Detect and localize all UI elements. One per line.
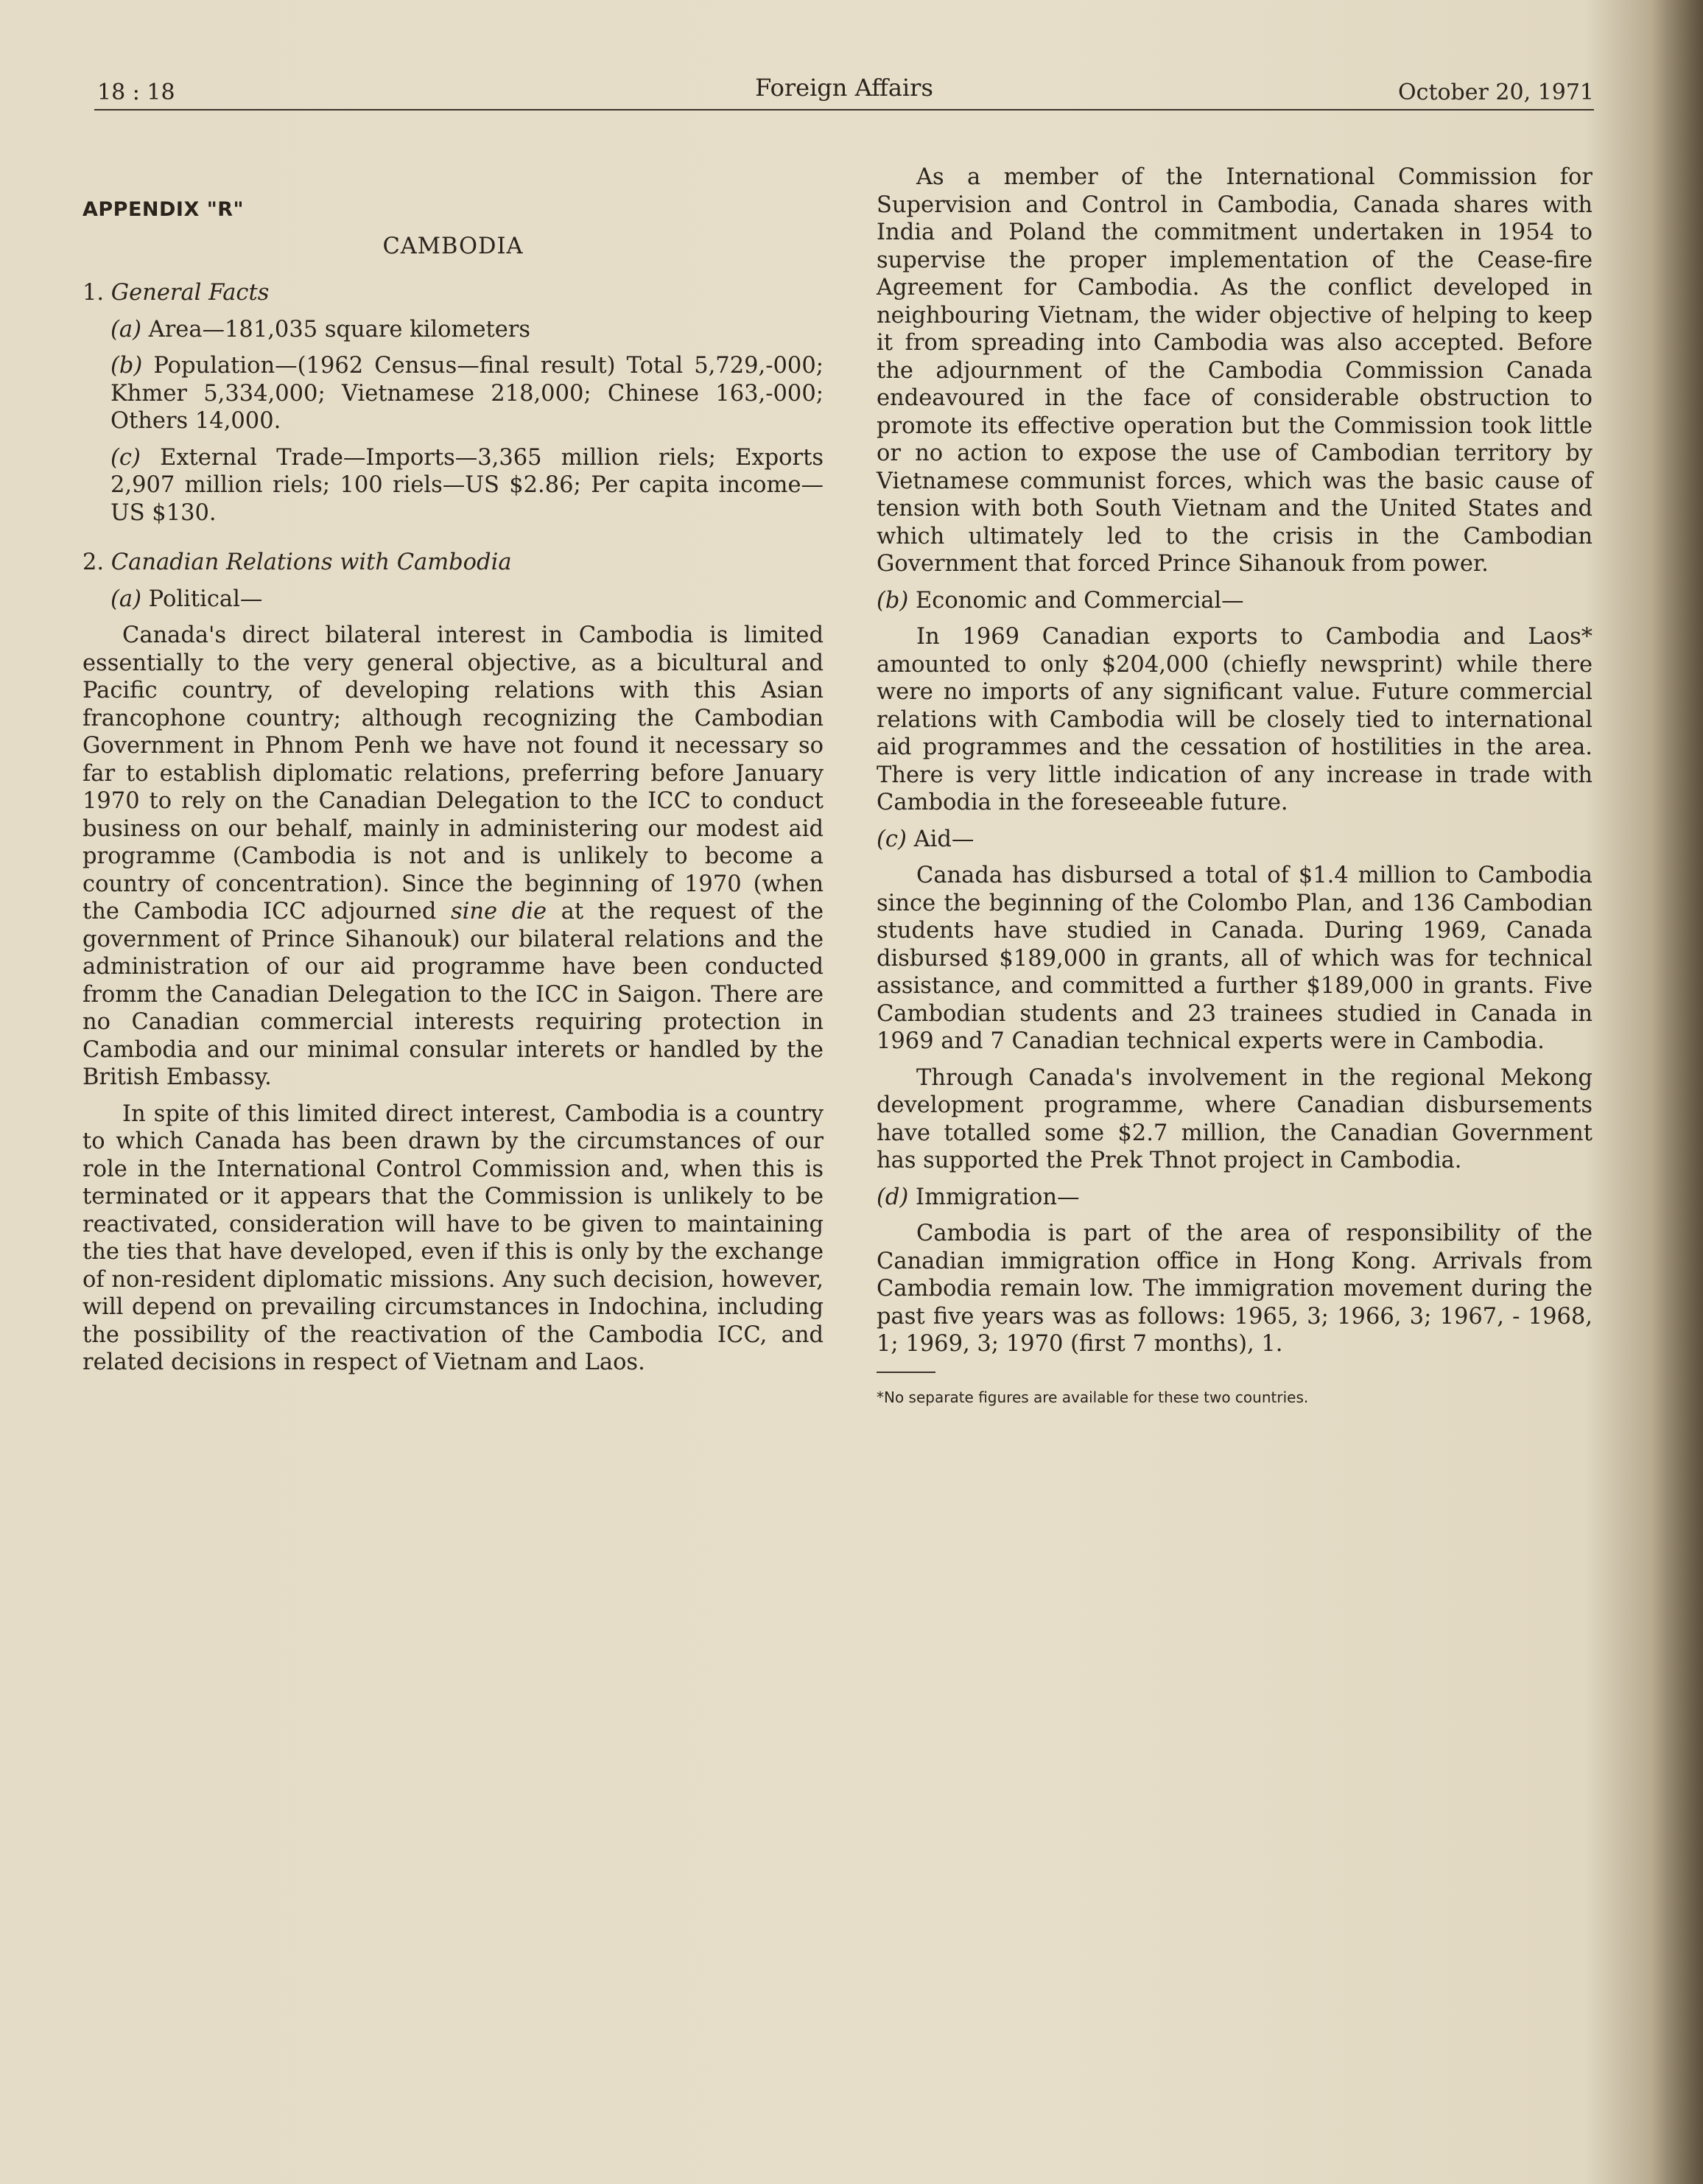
subheading-economic (877, 587, 1593, 615)
fact-population (82, 352, 824, 435)
section-title: CAMBODIA (382, 233, 524, 259)
item-text: External Trade—Imports—3,365 million riels; Exports 2,907 million riels; 100 riels—US $2.86; Per capita income—US $130. (110, 444, 824, 526)
running-header (94, 74, 1594, 108)
fact-area (82, 316, 824, 344)
page-number: 18 : 18 (97, 80, 175, 105)
heading-canadian-relations (82, 549, 824, 577)
paragraph-text: at the request of the government of Prince Sihanouk) our bilateral relations and the administration of our aid programme have been conducted fromm the Canadian Delegation to the ICC in Saigon. There are no Canadian commercial interests requiring protection in Cambodia and our minimal consular interets or handled by the British Embassy. (82, 899, 824, 1090)
item-marker: (c) (877, 826, 907, 852)
item-text: Immigration— (908, 1184, 1080, 1210)
footnote-rule (877, 1372, 935, 1373)
heading-number: 2. (82, 549, 111, 575)
left-column (82, 196, 824, 1386)
paragraph-economic: In 1969 Canadian exports to Cambodia and Laos* amounted to only $204,000 (chiefly newsprint) while there were no imports of any significant value. Future commercial relations with Cambodia will be closely tied to international aid programmes and the cessation of hostilities in the area. There is very little indication of any increase in trade with Cambodia in the foreseeable future. (877, 624, 1593, 815)
fact-trade (82, 444, 824, 527)
item-marker: (a) (110, 586, 141, 612)
latin-phrase: sine die (450, 899, 547, 924)
heading-text: General Facts (110, 280, 270, 306)
item-text: Economic and Commercial— (908, 587, 1244, 614)
item-text: Political— (141, 586, 263, 612)
item-text: Aid— (906, 826, 975, 852)
footnote: *No separate figures are available for these two countries. (877, 1388, 1309, 1406)
paragraph-aid-1: Canada has disbursed a total of $1.4 million to Cambodia since the beginning of the Colombo Plan, and 136 Cambodian students have studied in Canada. During 1969, Canada disbursed $189,000 in grants, all of which was for technical assistance, and committed a further $189,000 in grants. Five Cambodian students and 23 trainees studied in Canada in 1969 and 7 Canadian technical experts were in Cambodia. (877, 863, 1593, 1054)
paragraph-political-2: In spite of this limited direct interest, Cambodia is a country to which Canada has been drawn by the circumstances of our role in the International Control Commission and, when this is terminated or it appears that the Commission is unlikely to be reactivated, consideration will have to be given to maintaining the ties that have developed, even if this is only by the exchange of non-resident diplomatic missions. Any such decision, however, will depend on prevailing circumstances in Indochina, including the possibility of the reactivation of the Cambodia ICC, and related decisions in respect of Vietnam and Laos. (82, 1100, 824, 1375)
heading-number: 1. (82, 280, 111, 306)
paragraph-icc: As a member of the International Commission for Supervision and Control in Cambodia, Canada shares with India and Poland the commitment undertaken in 1954 to supervise the proper implementation of the Cease-fire Agreement for Cambodia. As the conflict developed in neighbouring Vietnam, the wider objective of helping to keep it from spreading into Cambodia was also accepted. Before the adjournment of the Cambodia Commission Canada endeavoured in the face of considerable obstruction to promote its effective operation but the Commission took little or no action to expose the use of Cambodian territory by Vietnamese communist forces, which was the basic cause of tension with both South Vietnam and the United States and which ultimately led to the crisis in the Cambodian Government that forced Prince Sihanouk from power. (877, 164, 1593, 577)
subheading-immigration (877, 1184, 1593, 1212)
header-date: October 20, 1971 (1398, 80, 1594, 105)
heading-text: Canadian Relations with Cambodia (110, 549, 512, 575)
paragraph-immigration: Cambodia is part of the area of responsibility of the Canadian immigration office in Hong Kong. Arrivals from Cambodia remain low. The immigration movement during the past five years was as follows: 1965, 3; 1966, 3; 1967, - 1968, 1; 1969, 3; 1970 (first 7 months), 1. (877, 1221, 1593, 1357)
heading-general-facts (82, 279, 824, 307)
item-marker: (c) (110, 444, 141, 471)
item-marker: (b) (110, 353, 143, 379)
subheading-aid (877, 826, 1593, 854)
item-marker: (d) (877, 1184, 909, 1210)
header-rule (94, 109, 1594, 110)
publication-title: Foreign Affairs (755, 74, 933, 102)
paragraph-aid-2: Through Canada's involvement in the regional Mekong development programme, where Canadian disbursements have totalled some $2.7 million, the Canadian Government has supported the Prek Thnot project in Cambodia. (877, 1064, 1593, 1173)
right-column (877, 164, 1593, 1416)
item-text: Population—(1962 Census—final result) Total 5,729,-000; Khmer 5,334,000; Vietnamese 218,000; Chinese 163,-000; Others 14,000. (110, 353, 824, 434)
item-marker: (a) (110, 316, 141, 343)
item-marker: (b) (877, 587, 909, 614)
paragraph-political-1 (82, 622, 824, 1092)
paragraph-text: Canada's direct bilateral interest in Cambodia is limited essentially to the very general objective, as a bicultural and Pacific country, of developing relations with this Asian francophone country; although recognizing the Cambodian Government in Phnom Penh we have not found it necessary so far to establish diplomatic relations, preferring before January 1970 to rely on the Canadian Delegation to the ICC to conduct business on our behalf, mainly in administering our modest aid programme (Cambodia is not and is unlikely to become a country of concentration). Since the beginning of 1970 (when the Cambodia ICC adjourned (82, 622, 824, 924)
item-text: Area—181,035 square kilometers (141, 316, 531, 343)
subheading-political (82, 586, 824, 614)
page-binding-shadow (1651, 0, 1703, 2184)
appendix-label: APPENDIX "R" (82, 198, 245, 221)
